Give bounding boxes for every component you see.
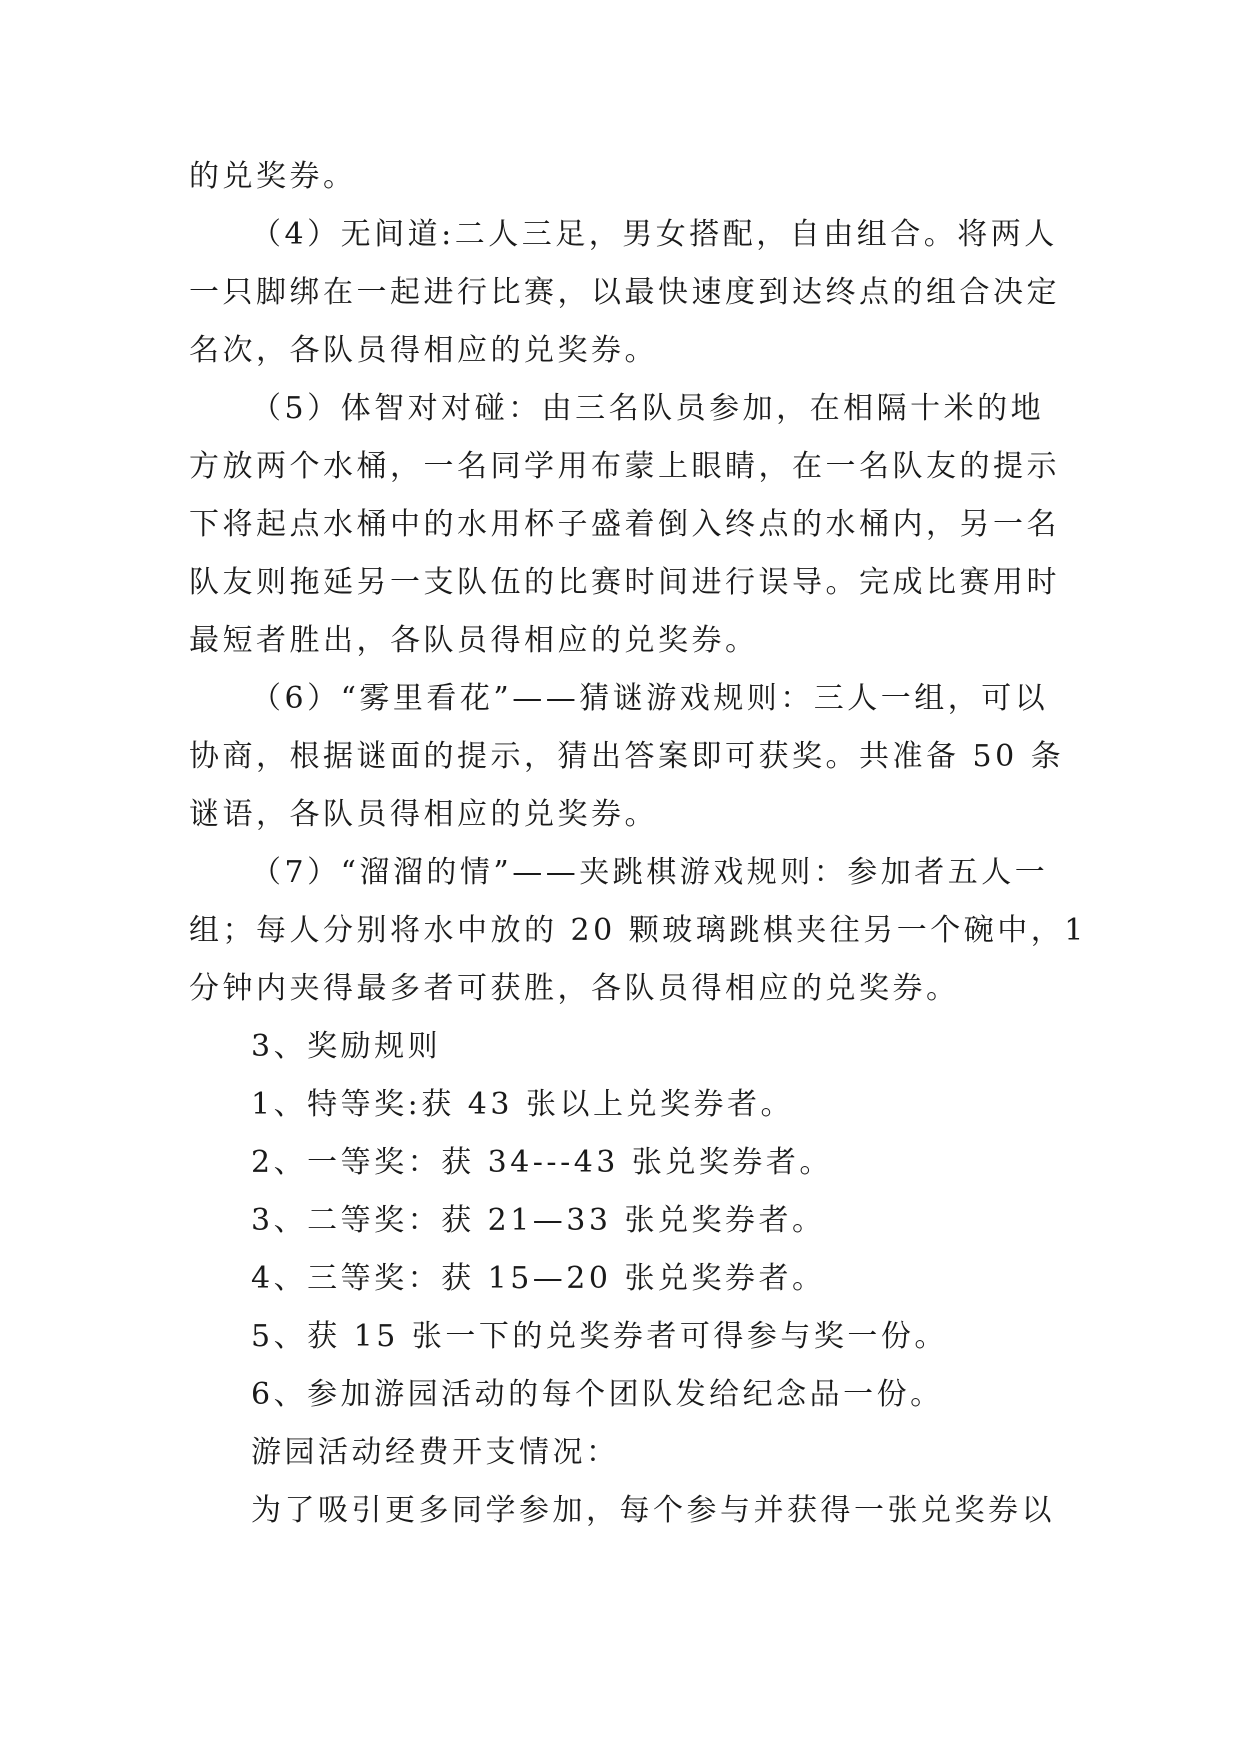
text-line-15: 分钟内夹得最多者可获胜，各队员得相应的兑奖券。 — [189, 971, 960, 1006]
text-line-7: 下将起点水桶中的水用杯子盛着倒入终点的水桶内，另一名 — [189, 507, 1060, 542]
text-line-21: 5、获 15 张一下的兑奖券者可得参与奖一份。 — [251, 1319, 948, 1354]
text-line-10: （6）“雾里看花”——猜谜游戏规则：三人一组，可以 — [251, 681, 1049, 716]
text-line-19: 3、二等奖：获 21—33 张兑奖券者。 — [251, 1203, 826, 1238]
text-line-12: 谜语，各队员得相应的兑奖券。 — [189, 797, 658, 832]
text-line-6: 方放两个水桶，一名同学用布蒙上眼睛，在一名队友的提示 — [189, 449, 1060, 484]
text-line-9: 最短者胜出，各队员得相应的兑奖券。 — [189, 623, 759, 658]
text-line-20: 4、三等奖：获 15—20 张兑奖券者。 — [251, 1261, 826, 1296]
text-line-2: （4）无间道:二人三足，男女搭配，自由组合。将两人 — [251, 217, 1058, 252]
text-line-8: 队友则拖延另一支队伍的比赛时间进行误导。完成比赛用时 — [189, 565, 1060, 600]
text-line-14: 组；每人分别将水中放的 20 颗玻璃跳棋夹往另一个碗中，1 — [189, 913, 1087, 948]
text-line-4: 名次，各队员得相应的兑奖券。 — [189, 333, 658, 368]
text-line-16: 3、奖励规则 — [251, 1029, 442, 1064]
text-line-11: 协商，根据谜面的提示，猜出答案即可获奖。共准备 50 条 — [189, 739, 1065, 774]
document-body — [189, 148, 1087, 1540]
text-line-1: 的兑奖券。 — [189, 159, 357, 194]
text-line-24: 为了吸引更多同学参加，每个参与并获得一张兑奖券以 — [251, 1493, 1055, 1528]
text-line-17: 1、特等奖:获 43 张以上兑奖券者。 — [251, 1087, 794, 1122]
text-line-23: 游园活动经费开支情况： — [251, 1435, 620, 1470]
text-line-3: 一只脚绑在一起进行比赛，以最快速度到达终点的组合决定 — [189, 275, 1060, 310]
text-line-5: （5）体智对对碰：由三名队员参加，在相隔十米的地 — [251, 391, 1045, 426]
text-line-18: 2、一等奖：获 34---43 张兑奖券者。 — [251, 1145, 833, 1180]
text-line-22: 6、参加游园活动的每个团队发给纪念品一份。 — [251, 1377, 944, 1412]
text-line-13: （7）“溜溜的情”——夹跳棋游戏规则：参加者五人一 — [251, 855, 1049, 890]
